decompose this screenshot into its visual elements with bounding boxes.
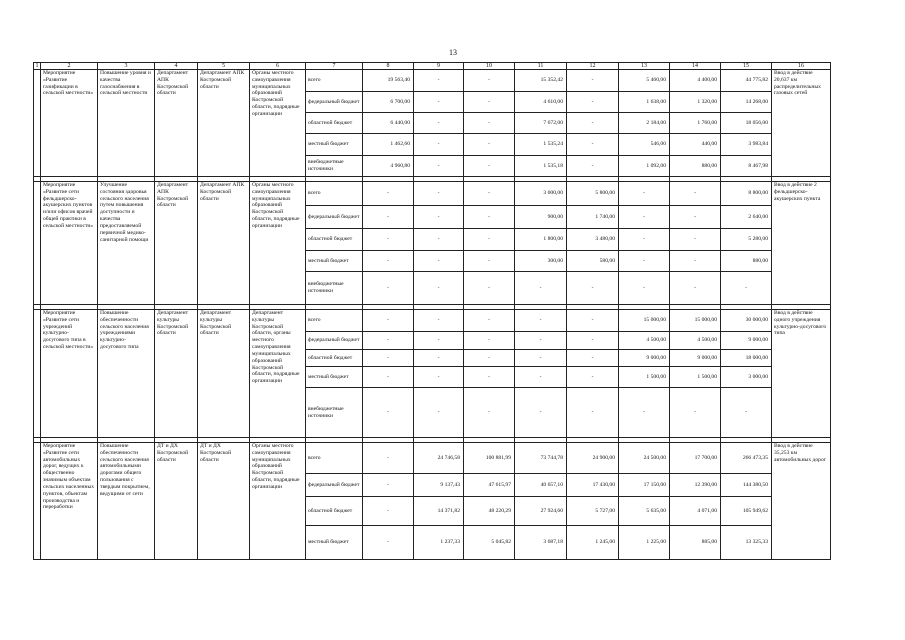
header-cell-16: 16	[772, 63, 831, 70]
value-cell-col15: 13 325,33	[721, 526, 772, 560]
value-cell-col15: 144 380,50	[721, 474, 772, 497]
funding-source-cell: местный бюджет	[306, 367, 363, 388]
row-index-cell	[34, 310, 41, 438]
coexecutor-cell: Департамент культуры Костромской области	[198, 310, 250, 438]
funding-source-cell: федеральный бюджет	[306, 332, 363, 350]
value-cell-col12: -	[567, 113, 619, 134]
funding-source-cell: областной бюджет	[306, 350, 363, 367]
value-cell-col10: -	[464, 134, 515, 156]
page-number: 13	[449, 48, 457, 57]
value-cell-col8: -	[363, 497, 414, 526]
value-cell-col12: 1 245,00	[567, 526, 619, 560]
value-cell-col9: -	[414, 367, 464, 388]
value-cell-col14: 12 390,00	[670, 474, 721, 497]
value-cell-col10: 100 881,99	[464, 443, 515, 474]
goal-cell: Повышение обеспеченности сельского населения учреждениями культурно-досугового типа	[98, 310, 155, 438]
header-cell-6: 6	[250, 63, 306, 70]
value-cell-col10: -	[464, 113, 515, 134]
value-cell-col9: -	[414, 251, 464, 272]
value-cell-col13: -	[619, 229, 670, 251]
value-cell-col10: -	[464, 251, 515, 272]
value-cell-col15: 5 280,00	[721, 229, 772, 251]
value-cell-col12: -	[567, 70, 619, 92]
value-cell-col14: -	[670, 251, 721, 272]
result-cell: Ввод в действие 2 фельдшерско-акушерских пункта	[772, 182, 831, 305]
value-cell-col13: -	[619, 251, 670, 272]
value-cell-col10: -	[464, 206, 515, 229]
funding-source-cell: всего	[306, 310, 363, 332]
value-cell-col13: 1 092,00	[619, 156, 670, 177]
activity-cell: Мероприятие «Развитие сети автомобильных дорог, ведущих к общественно значимым объектам сельских населенных пунктов, объектам производства и переработки	[41, 443, 98, 560]
goal-cell: Повышение уровня и качества газоснабжения в сельской местности	[98, 70, 155, 177]
value-cell-col15: 266 473,35	[721, 443, 772, 474]
row-index-cell	[34, 70, 41, 177]
value-cell-col9: -	[414, 134, 464, 156]
value-cell-col13: 1 500,00	[619, 367, 670, 388]
goal-cell: Повышение обеспеченности сельского населения автомобильными дорогами общего пользования с твердым покрытием, ведущими от сети	[98, 443, 155, 560]
value-cell-col14: 1 760,00	[670, 113, 721, 134]
header-cell-1: 1	[35, 63, 39, 69]
value-cell-col15: 18 056,00	[721, 113, 772, 134]
value-cell-col13: 9 000,00	[619, 350, 670, 367]
value-cell-col13: -	[619, 388, 670, 438]
value-cell-col14: -	[670, 229, 721, 251]
value-cell-col12: -	[567, 92, 619, 113]
value-cell-col12: 17 430,00	[567, 474, 619, 497]
value-cell-col9: -	[414, 332, 464, 350]
value-cell-col9: -	[414, 310, 464, 332]
value-cell-col14: 885,00	[670, 526, 721, 560]
value-cell-col13: 4 500,00	[619, 332, 670, 350]
value-cell-col9: -	[414, 229, 464, 251]
funding-source-cell: местный бюджет	[306, 251, 363, 272]
value-cell-col14: 9 000,00	[670, 350, 721, 367]
goal-cell: Улучшение состояния здоровья сельского населения путем повышения доступности и качества предоставляемой первичной медико-санитарной помощи	[98, 182, 155, 305]
value-cell-col11: -	[515, 332, 567, 350]
table-row	[34, 182, 831, 206]
header-cell-12: 12	[567, 63, 619, 70]
value-cell-col9: -	[414, 350, 464, 367]
activity-cell: Мероприятие «Развитие сети фельдшерско-акушерских пунктов и/или офисов врачей общей практики в сельской местности»	[41, 182, 98, 305]
header-cell-15: 15	[721, 63, 772, 70]
value-cell-col15: 2 640,00	[721, 206, 772, 229]
value-cell-col9: 14 371,82	[414, 497, 464, 526]
value-cell-col9: 9 137,43	[414, 474, 464, 497]
value-cell-col10: -	[464, 332, 515, 350]
value-cell-col10: -	[464, 229, 515, 251]
value-cell-col9: 24 746,58	[414, 443, 464, 474]
value-cell-col14: -	[670, 388, 721, 438]
value-cell-col15: 3 000,00	[721, 367, 772, 388]
value-cell-col8: -	[363, 251, 414, 272]
value-cell-col13: 15 000,00	[619, 310, 670, 332]
value-cell-col12: 3 480,00	[567, 229, 619, 251]
value-cell-col11: 40 657,10	[515, 474, 567, 497]
value-cell-col9: -	[414, 92, 464, 113]
header-cell-4: 4	[155, 63, 198, 70]
value-cell-col12: -	[567, 367, 619, 388]
value-cell-col11: 300,00	[515, 251, 567, 272]
funding-source-cell: федеральный бюджет	[306, 92, 363, 113]
coexecutor-cell: Департамент АПК Костромской области	[198, 70, 250, 177]
funding-source-cell: внебюджетные источники	[306, 272, 363, 305]
value-cell-col12: -	[567, 134, 619, 156]
header-row	[34, 63, 831, 70]
value-cell-col12: 24 900,00	[567, 443, 619, 474]
value-cell-col9: -	[414, 206, 464, 229]
table-row	[34, 310, 831, 332]
value-cell-col15: 8 467,98	[721, 156, 772, 177]
funding-source-cell: всего	[306, 443, 363, 474]
header-cell-3: 3	[98, 63, 155, 70]
value-cell-col12: -	[567, 388, 619, 438]
value-cell-col13: 2 184,00	[619, 113, 670, 134]
value-cell-col13: 1 638,00	[619, 92, 670, 113]
value-cell-col15: 105 949,62	[721, 497, 772, 526]
header-cell-14: 14	[670, 63, 721, 70]
value-cell-col10: 47 615,97	[464, 474, 515, 497]
value-cell-col11: 7 672,00	[515, 113, 567, 134]
funding-source-cell: всего	[306, 70, 363, 92]
value-cell-col15: 8 800,00	[721, 182, 772, 206]
value-cell-col8: -	[363, 182, 414, 206]
value-cell-col14: 4 071,00	[670, 497, 721, 526]
value-cell-col9: -	[414, 388, 464, 438]
value-cell-col13: -	[619, 182, 670, 206]
value-cell-col10: -	[464, 92, 515, 113]
value-cell-col15: -	[721, 388, 772, 438]
value-cell-col10: -	[464, 156, 515, 177]
value-cell-col12: -	[567, 332, 619, 350]
coexecutor-cell: ДТ и ДХ Костромской области	[198, 443, 250, 560]
value-cell-col11: 73 744,78	[515, 443, 567, 474]
value-cell-col12: -	[567, 310, 619, 332]
value-cell-col9: -	[414, 156, 464, 177]
header-cell-11: 11	[515, 63, 567, 70]
funding-source-cell: федеральный бюджет	[306, 206, 363, 229]
coexecutor-cell: Департамент АПК Костромской области	[198, 182, 250, 305]
value-cell-col11: -	[515, 272, 567, 305]
value-cell-col15: 18 000,00	[721, 350, 772, 367]
value-cell-col14: 4 500,00	[670, 332, 721, 350]
value-cell-col8: 6 440,00	[363, 113, 414, 134]
value-cell-col15: 30 000,00	[721, 310, 772, 332]
value-cell-col11: 900,00	[515, 206, 567, 229]
activity-cell: Мероприятие «Развитие газификации в сельской местности»	[41, 70, 98, 177]
value-cell-col8: -	[363, 350, 414, 367]
value-cell-col15: 9 000,00	[721, 332, 772, 350]
value-cell-col8: 6 700,00	[363, 92, 414, 113]
value-cell-col12: -	[567, 272, 619, 305]
value-cell-col10: -	[464, 367, 515, 388]
header-cell-10: 10	[464, 63, 515, 70]
value-cell-col8: -	[363, 443, 414, 474]
value-cell-col11: 15 352,42	[515, 70, 567, 92]
value-cell-col11: -	[515, 367, 567, 388]
value-cell-col11: 1 535,24	[515, 134, 567, 156]
value-cell-col10: -	[464, 350, 515, 367]
value-cell-col12: 5 800,00	[567, 182, 619, 206]
participants-cell: Органы местного самоуправления муниципальных образований Костромской области, подрядные организации	[250, 182, 306, 305]
table-row	[34, 70, 831, 92]
value-cell-col14: 4 400,00	[670, 70, 721, 92]
value-cell-col11: 3 687,18	[515, 526, 567, 560]
result-cell: Ввод в действие 35,253 км автомобильных дорог	[772, 443, 831, 560]
value-cell-col14: -	[670, 206, 721, 229]
funding-source-cell: областной бюджет	[306, 113, 363, 134]
value-cell-col13: -	[619, 272, 670, 305]
executor-cell: Департамент культуры Костромской области	[155, 310, 198, 438]
value-cell-col12: 5 727,00	[567, 497, 619, 526]
value-cell-col10: -	[464, 310, 515, 332]
value-cell-col10: 48 220,29	[464, 497, 515, 526]
funding-source-cell: местный бюджет	[306, 526, 363, 560]
value-cell-col11: 27 924,60	[515, 497, 567, 526]
value-cell-col8: -	[363, 310, 414, 332]
value-cell-col8: 19 563,40	[363, 70, 414, 92]
table-row	[34, 443, 831, 474]
result-cell: Ввод в действие 20,637 км распределительных газовых сетей	[772, 70, 831, 177]
value-cell-col8: 1 462,60	[363, 134, 414, 156]
value-cell-col14: 17 700,00	[670, 443, 721, 474]
value-cell-col14: -	[670, 272, 721, 305]
value-cell-col11: -	[515, 350, 567, 367]
header-cell-9: 9	[414, 63, 464, 70]
executor-cell: Департамент АПК Костромской области	[155, 182, 198, 305]
value-cell-col15: -	[721, 272, 772, 305]
value-cell-col14: -	[670, 182, 721, 206]
header-cell-2: 2	[41, 63, 98, 70]
value-cell-col9: -	[414, 113, 464, 134]
value-cell-col11: 3 000,00	[515, 182, 567, 206]
value-cell-col8: 4 960,80	[363, 156, 414, 177]
value-cell-col12: 1 740,00	[567, 206, 619, 229]
participants-cell: Органы местного самоуправления муниципальных образований Костромской области, подрядные организации	[250, 70, 306, 177]
value-cell-col10: -	[464, 182, 515, 206]
value-cell-col15: 44 775,82	[721, 70, 772, 92]
value-cell-col11: -	[515, 310, 567, 332]
executor-cell: Департамент АПК Костромской области	[155, 70, 198, 177]
header-cell-8: 8	[363, 63, 414, 70]
header-cell-13: 13	[619, 63, 670, 70]
value-cell-col10: -	[464, 70, 515, 92]
funding-source-cell: внебюджетные источники	[306, 156, 363, 177]
value-cell-col11: 4 610,00	[515, 92, 567, 113]
funding-source-cell: всего	[306, 182, 363, 206]
value-cell-col15: 880,00	[721, 251, 772, 272]
value-cell-col13: 5 460,00	[619, 70, 670, 92]
value-cell-col12: 580,00	[567, 251, 619, 272]
value-cell-col13: 5 635,00	[619, 497, 670, 526]
funding-source-cell: местный бюджет	[306, 134, 363, 156]
value-cell-col8: -	[363, 474, 414, 497]
value-cell-col13: 1 225,00	[619, 526, 670, 560]
value-cell-col14: 880,00	[670, 156, 721, 177]
row-index-cell	[34, 182, 41, 305]
value-cell-col13: 24 500,00	[619, 443, 670, 474]
value-cell-col12: -	[567, 156, 619, 177]
value-cell-col8: -	[363, 388, 414, 438]
row-index-cell	[34, 443, 41, 560]
value-cell-col10: -	[464, 388, 515, 438]
funding-source-cell: федеральный бюджет	[306, 474, 363, 497]
header-cell-5: 5	[198, 63, 250, 70]
value-cell-col9: -	[414, 272, 464, 305]
funding-source-cell: внебюджетные источники	[306, 388, 363, 438]
value-cell-col8: -	[363, 526, 414, 560]
value-cell-col9: 1 237,33	[414, 526, 464, 560]
executor-cell: ДТ и ДХ Костромской области	[155, 443, 198, 560]
value-cell-col14: 1 320,00	[670, 92, 721, 113]
value-cell-col10: -	[464, 272, 515, 305]
activity-cell: Мероприятие «Развитие сети учреждений культурно-досугового типа в сельской местности»	[41, 310, 98, 438]
value-cell-col8: -	[363, 229, 414, 251]
participants-cell: Органы местного самоуправления муниципальных образований Костромской области, подрядные организации	[250, 443, 306, 560]
value-cell-col11: 1 800,00	[515, 229, 567, 251]
value-cell-col14: 1 500,00	[670, 367, 721, 388]
value-cell-col8: -	[363, 332, 414, 350]
result-cell: Ввод в действие одного учреждения культурно-досугового типа	[772, 310, 831, 438]
funding-source-cell: областной бюджет	[306, 497, 363, 526]
value-cell-col15: 14 268,00	[721, 92, 772, 113]
value-cell-col15: 3 983,84	[721, 134, 772, 156]
value-cell-col13: -	[619, 206, 670, 229]
value-cell-col13: 546,00	[619, 134, 670, 156]
value-cell-col10: 5 045,82	[464, 526, 515, 560]
participants-cell: Департамент культуры Костромской области, органы местного самоуправления муниципальных образований Костромской области, подрядные организации	[250, 310, 306, 438]
value-cell-col8: -	[363, 206, 414, 229]
funding-source-cell: областной бюджет	[306, 229, 363, 251]
value-cell-col12: -	[567, 350, 619, 367]
value-cell-col13: 17 150,00	[619, 474, 670, 497]
financing-table	[33, 62, 831, 560]
value-cell-col11: 1 535,18	[515, 156, 567, 177]
value-cell-col11: -	[515, 388, 567, 438]
value-cell-col8: -	[363, 272, 414, 305]
value-cell-col9: -	[414, 70, 464, 92]
value-cell-col14: 440,00	[670, 134, 721, 156]
value-cell-col14: 15 000,00	[670, 310, 721, 332]
value-cell-col9: -	[414, 182, 464, 206]
value-cell-col8: -	[363, 367, 414, 388]
header-cell-7: 7	[306, 63, 363, 70]
